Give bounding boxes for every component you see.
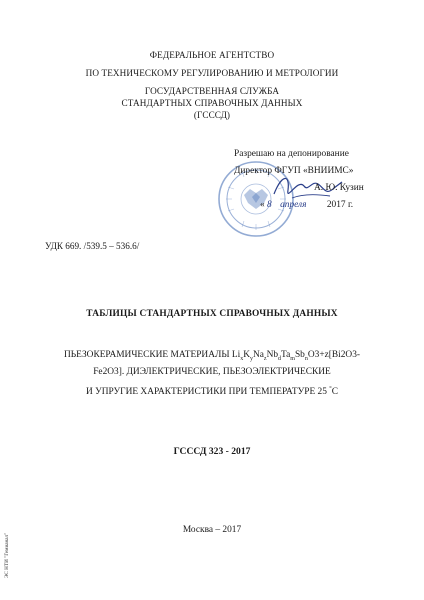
subtitle-line-3-text: И УПРУГИЕ ХАРАКТЕРИСТИКИ ПРИ ТЕМПЕРАТУРЕ 25: [86, 387, 330, 398]
approval-line-1: Разрешаю на депонирование: [234, 149, 349, 159]
degree-sign: °: [329, 386, 332, 392]
city-year: Москва – 2017: [182, 525, 242, 535]
side-stamp: ЭС НТИ "Гемианал": [4, 532, 10, 578]
subtitle-line-2: Fe2O3]. ДИЭЛЕКТРИЧЕСКИЕ, ПЬЕЗОЭЛЕКТРИЧЕСКИЕ: [93, 367, 331, 377]
date-day: 8: [267, 200, 272, 210]
subtitle-prefix: ПЬЕЗОКЕРАМИЧЕСКИЕ МАТЕРИАЛЫ Li: [63, 350, 241, 360]
udk-code: УДК 669. /539.5 – 536.6/: [45, 241, 140, 251]
subtitle-line-1: ПЬЕЗОКЕРАМИЧЕСКИЕ МАТЕРИАЛЫ $Li_xK_yNa_zNb_dTa_mSb_nO3+z[Bi2O3-$: [63, 350, 361, 362]
document-title: ТАБЛИЦЫ СТАНДАРТНЫХ СПРАВОЧНЫХ ДАННЫХ: [86, 309, 338, 319]
subtitle-line-3: [0, 383, 424, 399]
approval-line-2: Директор ФГУП «ВНИИМС»: [234, 166, 354, 176]
subtitle-formula-end: O3+z[Bi2O3-: [307, 350, 361, 360]
date-year: 2017 г.: [326, 200, 354, 210]
approval-date: [260, 199, 353, 211]
date-month: апреля: [280, 200, 307, 210]
agency-line-5: (ГСССД): [193, 110, 231, 120]
agency-line-3: ГОСУДАРСТВЕННАЯ СЛУЖБА: [144, 86, 280, 96]
document-code: ГСССД 323 - 2017: [173, 446, 251, 457]
approver-name: А. Ю. Кузин: [314, 183, 364, 193]
celsius-unit: С: [331, 387, 338, 398]
agency-line-1: ФЕДЕРАЛЬНОЕ АГЕНТСТВО: [149, 50, 275, 60]
agency-line-2: ПО ТЕХНИЧЕСКОМУ РЕГУЛИРОВАНИЮ И МЕТРОЛОГИИ: [85, 68, 339, 78]
agency-line-4: СТАНДАРТНЫХ СПРАВОЧНЫХ ДАННЫХ: [121, 98, 303, 108]
date-quote: «: [260, 200, 265, 210]
